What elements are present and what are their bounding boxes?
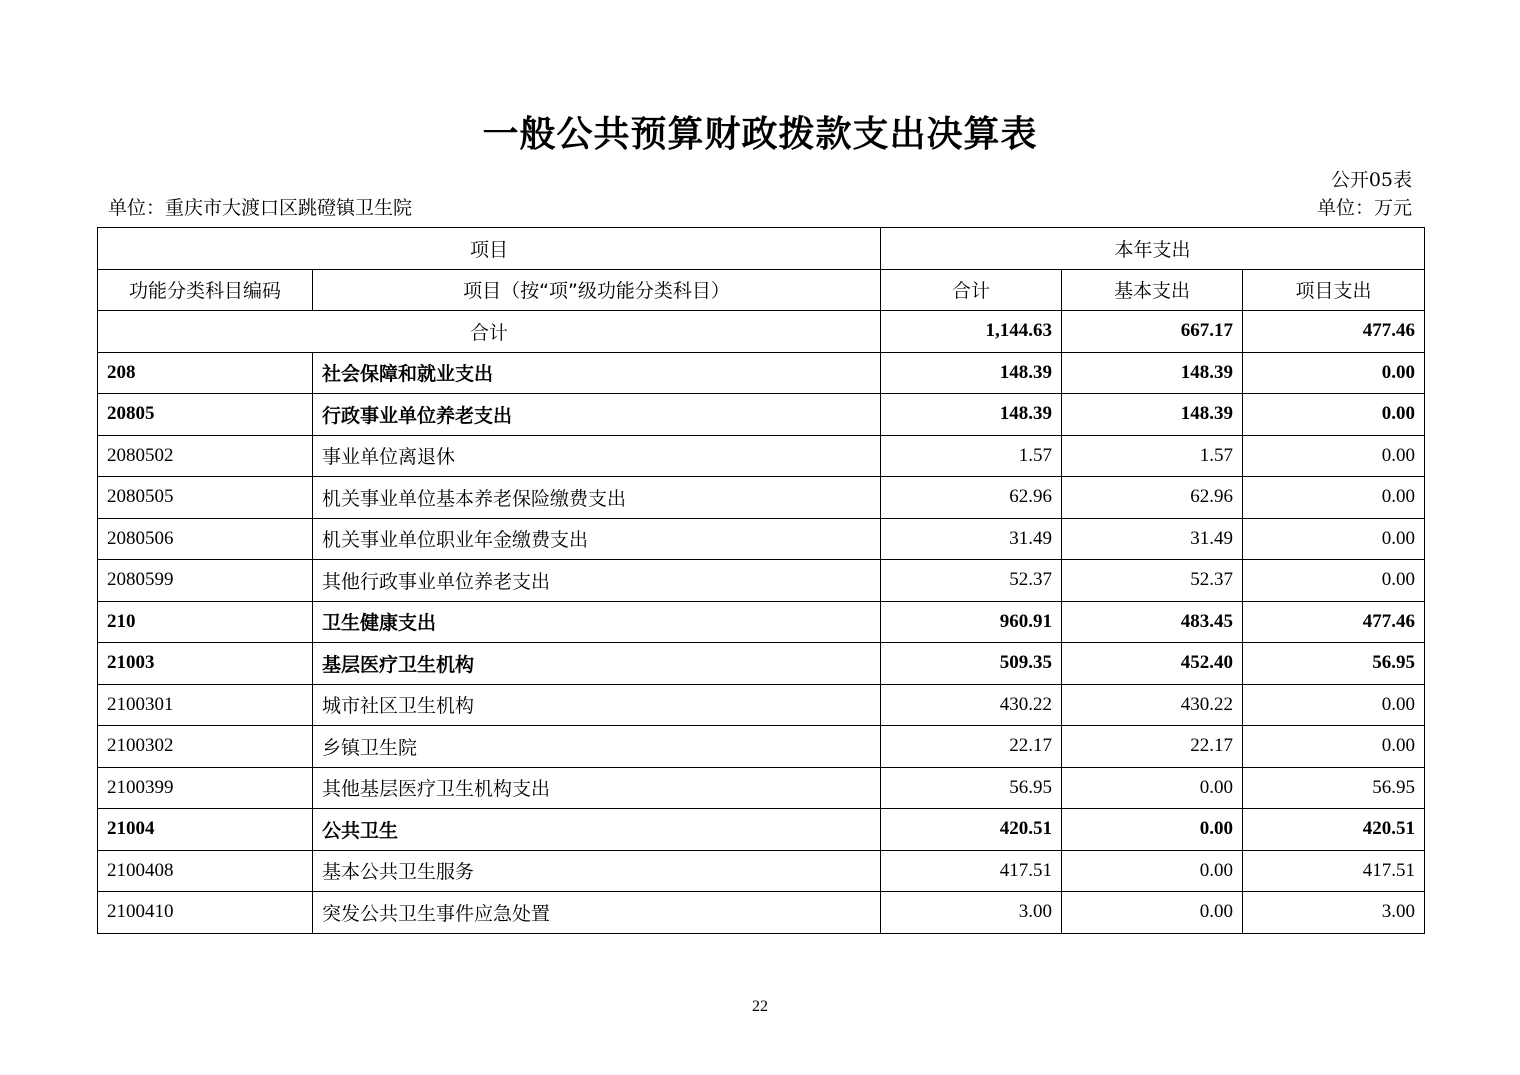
row-name: 机关事业单位基本养老保险缴费支出 [313, 477, 881, 519]
row-code: 2080506 [98, 518, 313, 560]
row-basic: 0.00 [1062, 767, 1243, 809]
total-amount: 1,144.63 [881, 311, 1062, 353]
table-row [98, 477, 1425, 519]
row-total: 3.00 [881, 892, 1062, 934]
table-row [98, 643, 1425, 685]
header-group-row [98, 228, 1425, 270]
row-project: 420.51 [1243, 809, 1425, 851]
row-name: 基本公共卫生服务 [313, 850, 881, 892]
total-label: 合计 [98, 311, 881, 353]
total-basic: 667.17 [1062, 311, 1243, 353]
row-name: 公共卫生 [313, 809, 881, 851]
row-name: 行政事业单位养老支出 [313, 394, 881, 436]
row-basic: 483.45 [1062, 601, 1243, 643]
row-name: 事业单位离退休 [313, 435, 881, 477]
header-basic: 基本支出 [1062, 269, 1243, 311]
row-project: 477.46 [1243, 601, 1425, 643]
header-code: 功能分类科目编码 [98, 269, 313, 311]
table-row [98, 435, 1425, 477]
row-basic: 0.00 [1062, 809, 1243, 851]
row-total: 430.22 [881, 684, 1062, 726]
row-total: 1.57 [881, 435, 1062, 477]
row-project: 56.95 [1243, 767, 1425, 809]
row-name: 其他行政事业单位养老支出 [313, 560, 881, 602]
row-code: 2080599 [98, 560, 313, 602]
row-basic: 22.17 [1062, 726, 1243, 768]
row-project: 0.00 [1243, 560, 1425, 602]
expenditure-table [97, 227, 1425, 934]
row-name: 卫生健康支出 [313, 601, 881, 643]
row-basic: 52.37 [1062, 560, 1243, 602]
row-project: 0.00 [1243, 726, 1425, 768]
row-code: 2100399 [98, 767, 313, 809]
row-code: 2100410 [98, 892, 313, 934]
page-number: 22 [752, 998, 768, 1015]
row-project: 3.00 [1243, 892, 1425, 934]
row-code: 21004 [98, 809, 313, 851]
row-project: 0.00 [1243, 684, 1425, 726]
row-project: 0.00 [1243, 518, 1425, 560]
table-row [98, 601, 1425, 643]
row-project: 0.00 [1243, 477, 1425, 519]
table-row [98, 394, 1425, 436]
row-total: 960.91 [881, 601, 1062, 643]
row-code: 2080505 [98, 477, 313, 519]
row-basic: 0.00 [1062, 892, 1243, 934]
table-body [98, 311, 1425, 934]
table-row [98, 726, 1425, 768]
row-project: 0.00 [1243, 394, 1425, 436]
table-row [98, 892, 1425, 934]
row-total: 509.35 [881, 643, 1062, 685]
row-total: 148.39 [881, 352, 1062, 394]
table-row [98, 352, 1425, 394]
row-basic: 31.49 [1062, 518, 1243, 560]
row-name: 社会保障和就业支出 [313, 352, 881, 394]
header-item-group: 项目 [98, 228, 881, 270]
header-name: 项目（按“项”级功能分类科目） [313, 269, 881, 311]
row-basic: 1.57 [1062, 435, 1243, 477]
row-basic: 148.39 [1062, 352, 1243, 394]
table-row [98, 809, 1425, 851]
document-title: 一般公共预算财政拨款支出决算表 [482, 114, 1038, 155]
header-expense-group: 本年支出 [881, 228, 1425, 270]
total-row [98, 311, 1425, 353]
row-project: 0.00 [1243, 435, 1425, 477]
table-row [98, 560, 1425, 602]
row-code: 208 [98, 352, 313, 394]
reporting-unit: 单位：重庆市大渡口区跳磴镇卫生院 [108, 197, 413, 219]
row-total: 56.95 [881, 767, 1062, 809]
row-name: 突发公共卫生事件应急处置 [313, 892, 881, 934]
row-name: 乡镇卫生院 [313, 726, 881, 768]
row-total: 148.39 [881, 394, 1062, 436]
row-basic: 148.39 [1062, 394, 1243, 436]
header-project: 项目支出 [1243, 269, 1425, 311]
currency-unit: 单位：万元 [1316, 197, 1412, 219]
row-basic: 430.22 [1062, 684, 1243, 726]
table-row [98, 767, 1425, 809]
row-project: 56.95 [1243, 643, 1425, 685]
row-name: 机关事业单位职业年金缴费支出 [313, 518, 881, 560]
row-code: 2080502 [98, 435, 313, 477]
row-code: 2100302 [98, 726, 313, 768]
form-number: 公开05表 [1330, 169, 1412, 191]
row-basic: 0.00 [1062, 850, 1243, 892]
header-total: 合计 [881, 269, 1062, 311]
table-row [98, 684, 1425, 726]
row-total: 31.49 [881, 518, 1062, 560]
row-total: 420.51 [881, 809, 1062, 851]
row-code: 210 [98, 601, 313, 643]
row-project: 417.51 [1243, 850, 1425, 892]
row-total: 52.37 [881, 560, 1062, 602]
header-column-row [98, 269, 1425, 311]
row-name: 其他基层医疗卫生机构支出 [313, 767, 881, 809]
row-total: 62.96 [881, 477, 1062, 519]
row-name: 基层医疗卫生机构 [313, 643, 881, 685]
row-code: 2100301 [98, 684, 313, 726]
row-total: 22.17 [881, 726, 1062, 768]
row-basic: 452.40 [1062, 643, 1243, 685]
row-code: 21003 [98, 643, 313, 685]
row-basic: 62.96 [1062, 477, 1243, 519]
row-code: 20805 [98, 394, 313, 436]
table-row [98, 518, 1425, 560]
table-row [98, 850, 1425, 892]
row-code: 2100408 [98, 850, 313, 892]
row-total: 417.51 [881, 850, 1062, 892]
total-project: 477.46 [1243, 311, 1425, 353]
row-name: 城市社区卫生机构 [313, 684, 881, 726]
row-project: 0.00 [1243, 352, 1425, 394]
